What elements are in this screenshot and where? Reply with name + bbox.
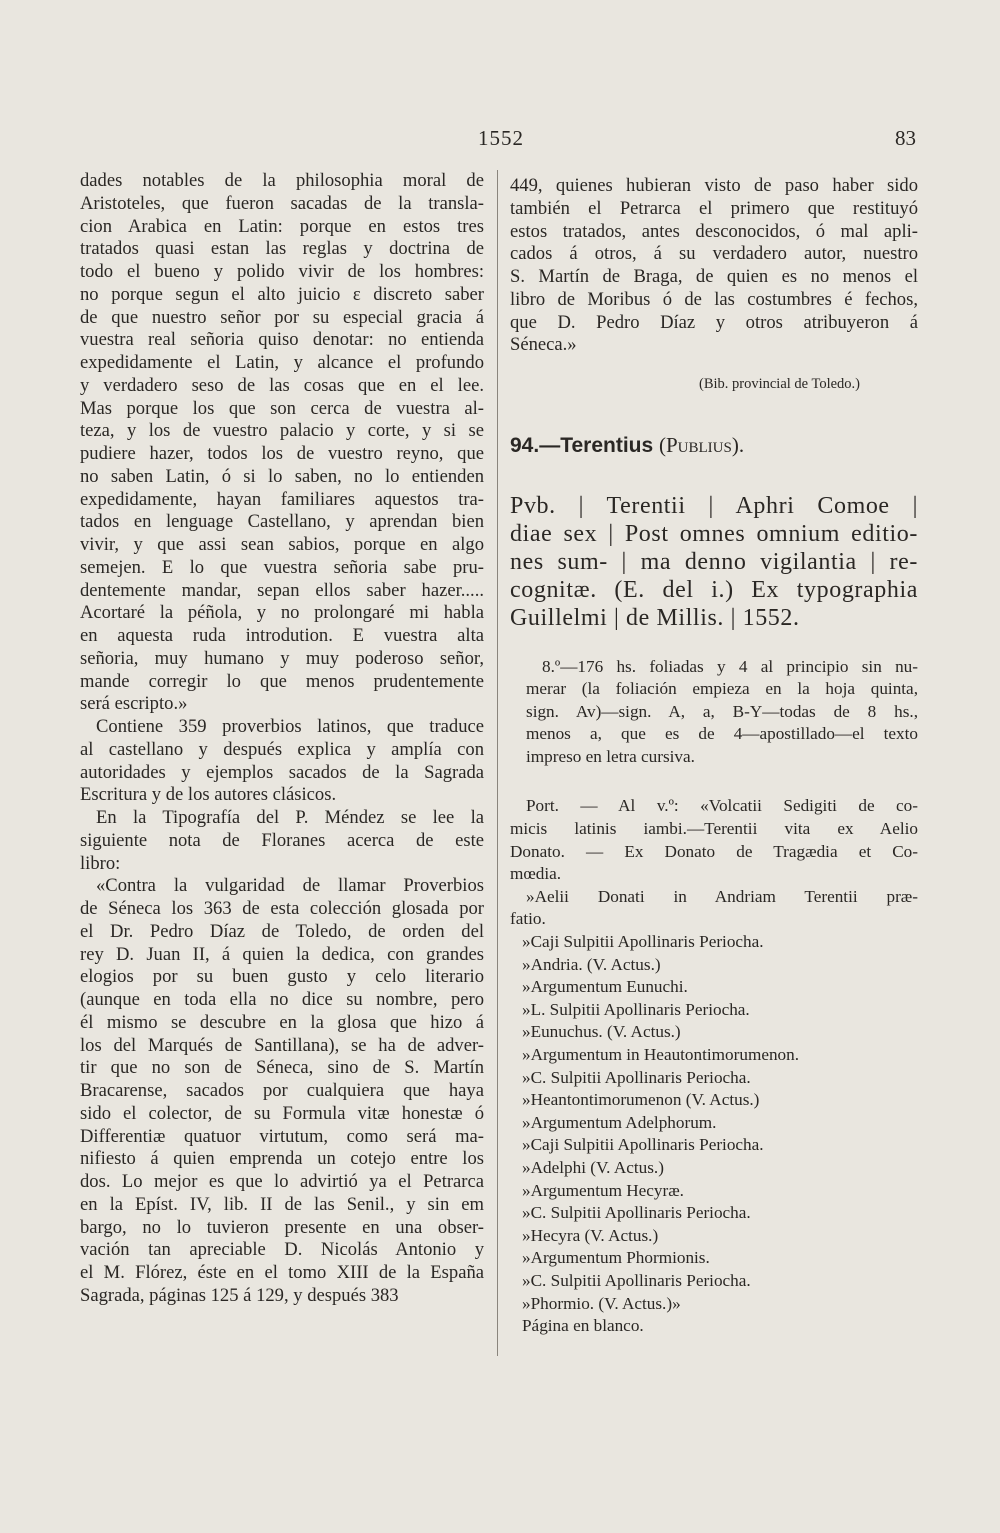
contents-intro [510,795,918,885]
contents-aelii [510,886,918,931]
text-line: «Contra la vulgaridad de llamar Proverbios [96,875,484,897]
left-quote-floranes [80,875,484,1307]
entry-name: (Publius). [659,432,745,457]
title-line: Guillelmi | de Millis. | 1552. [510,604,800,631]
text-line: el M. Flórez, éste en el tomo XIII de la España [80,1262,484,1283]
text-line: no porque segun el alto juicio ɛ discreto saber [80,283,484,305]
contents-item: »Argumentum in Heautontimorumenon. [522,1045,800,1064]
contents-item: »Adelphi (V. Actus.) [522,1157,664,1177]
text-line: autoridades y ejemplos sacados de la Sagrada [80,761,484,783]
contents-line: Donato. — Ex Donato de Tragædia et Co- [510,841,918,861]
right-quote-continuation [510,175,918,357]
text-line: que D. Pedro Díaz y otros atribuyeron á [510,311,918,333]
running-header-year: 1552 [478,126,524,150]
text-line: en la Epíst. IV, lib. II de las Senil., y sin em [80,1193,484,1215]
left-paragraph-3 [80,807,484,875]
text-line: nifiesto á quien emprenda un cotejo entre los [80,1148,484,1170]
description-line: merar (la foliación empieza en la hoja quinta, [526,679,918,699]
text-line: en aquesta ruda introdution. E vuestra alta [80,625,484,646]
contents-items [510,931,918,1338]
text-line: libro de Moribus ó de las costumbres é fechos, [510,288,918,310]
contents-item: »Argumentum Hecyræ. [522,1180,684,1200]
text-line: Contiene 359 proverbios latinos, que traduce [96,716,484,737]
contents-line: fatio. [510,909,546,929]
text-line: (aunque en toda ella no dice su nombre, pero [80,989,484,1010]
contents-item: »C. Sulpitii Apollinaris Periocha. [522,1203,751,1223]
text-line: de Séneca los 363 de esta colección glosada por [80,898,484,919]
contents-item: Página en blanco. [522,1316,644,1336]
text-line: Differentiæ quatuor virtutum, como será ma- [80,1125,484,1147]
text-line: cados á otros, á su verdadero autor, nuestro [510,243,918,265]
contents-line: mœdia. [510,864,562,884]
text-line: Mas porque los que son cerca de vuestra al- [80,397,484,419]
text-line: Aristoteles, que fueron sacadas de la transla- [80,192,484,214]
text-line: los del Marqués de Santillana), se ha de adver- [80,1034,484,1056]
text-line: Escritura y de los autores clásicos. [80,784,337,806]
title-line: nes sum- | ma denno vigilantia | re- [510,548,918,575]
contents-item: »C. Sulpitii Apollinaris Periocha. [522,1067,751,1087]
title-line: Pvb. | Terentii | Aphri Comoe | [510,492,918,519]
text-line: él mismo se descubre en la glosa que hizo á [80,1011,484,1033]
contents-item: »Eunuchus. (V. Actus.) [522,1022,681,1042]
book-title-transcription [510,492,918,632]
text-line: al castellano y después explica y amplía con [80,738,484,760]
text-line: de que nuestro señor por su especial gracia á [80,306,484,328]
text-line: cion Arabica en Latin: porque en estos tres [80,215,484,237]
column-divider [497,170,498,1356]
contents-item: »Phormio. (V. Actus.)» [522,1293,681,1313]
text-line: vivir, y que assi sean sabios, porque en algo [80,534,484,555]
text-line: será escripto.» [80,693,188,715]
contents-item: »Hecyra (V. Actus.) [522,1225,659,1245]
right-column [510,175,918,1338]
text-line: y verdadero seso de las cosas que en el lee. [80,374,484,396]
text-line: tados en lenguage Castellano, y aprendan bien [80,511,484,533]
text-line: expedidamente el Latin, y alcance el profundo [80,352,484,373]
text-line: Acortaré la péñola, y no prolongaré mi habla [80,602,484,624]
contents-line: »Aelii Donati in Andriam Terentii præ- [526,886,918,906]
page-number: 83 [895,126,916,150]
text-line: el Dr. Pedro Díaz de Toledo, de orden del [80,920,484,942]
text-line: semejen. E lo que vuestra señoria sabe pru- [80,556,484,578]
text-line: elogios por su buen gusto y celo literario [80,966,484,988]
text-line: mande corregir lo que menos prudentemente [80,670,484,692]
description-line: sign. Av)—sign. A, a, B-Y—todas de 8 hs., [526,701,918,721]
text-line: también el Petrarca el primero que restituyó [510,197,918,219]
left-paragraph-1 [80,170,484,716]
text-line: 449, quienes hubieran visto de paso haber sido [510,175,918,196]
contents-item: »C. Sulpitii Apollinaris Periocha. [522,1270,751,1290]
text-line: tir que no son de Séneca, sino de S. Martín [80,1057,484,1079]
text-line: dentemente mandar, sepan ellos saber hazer..... [80,579,484,601]
description-line: 8.º—176 hs. foliadas y 4 al principio sin nu- [542,656,918,676]
text-line: En la Tipografía del P. Méndez se lee la [96,807,484,828]
text-line: sido el colector, de su Formula vitæ honestæ ó [80,1102,484,1124]
contents-item: »Argumentum Eunuchi. [522,977,688,997]
description-line: menos a, que es de 4—apostillado—el texto [526,724,918,744]
contents-line: Port. — Al v.º: «Volcatii Sedigiti de co- [526,796,918,816]
text-line: vuestra real señoria quiso denotar: no entienda [80,329,484,351]
contents-item: »L. Sulpitii Apollinaris Periocha. [522,999,750,1019]
text-line: rey D. Juan II, á quien la dedica, con grandes [80,943,484,965]
contents-item: »Argumentum Adelphorum. [522,1112,717,1132]
text-line: Séneca.» [510,334,577,356]
text-line: Bracarense, sacados por cualquiera que haya [80,1080,484,1101]
contents-item: »Caji Sulpitii Apollinaris Periocha. [522,932,764,952]
left-paragraph-2 [80,716,484,807]
title-line: cognitæ. (E. del i.) Ex typographia [510,576,918,603]
contents-line: micis latinis iambi.—Terentii vita ex Aelio [510,819,918,839]
entry-heading [510,434,918,458]
physical-description [510,656,918,769]
text-line: Sagrada, páginas 125 á 129, y después 383 [80,1284,399,1306]
text-line: bargo, no lo tuvieron presente en una obser- [80,1216,484,1238]
contents-list [510,795,918,1337]
left-column [80,170,484,1308]
text-line: señoria, muy humano y muy poderoso señor, [80,647,484,669]
text-line: pudiere hazer, todos los de vuestro reyno, que [80,443,484,464]
description-line: impreso en letra cursiva. [526,746,695,766]
text-line: no saben Latin, ó si lo saben, no lo entienden [80,465,484,487]
entry-number: 94.—Terentius [510,433,654,457]
text-line: todo el bueno y polido vivir de los hombres: [80,261,484,282]
contents-item: »Heantontimorumenon (V. Actus.) [522,1090,760,1110]
text-line: dos. Lo mejor es que lo advirtió ya el Petrarca [80,1171,484,1192]
text-line: S. Martín de Braga, de quien es no menos el [510,266,918,287]
title-line: diae sex | Post omnes omnium editio- [510,520,918,547]
text-line: vación tan apreciable D. Nicolás Antonio y [80,1239,484,1261]
text-line: dades notables de la philosophia moral de [80,170,484,191]
contents-item: »Caji Sulpitii Apollinaris Periocha. [522,1135,764,1155]
text-line: libro: [80,852,121,874]
text-line: tratados quasi estan las reglas y doctrina de [80,238,484,260]
contents-item: »Andria. (V. Actus.) [522,954,661,974]
library-source: (Bib. provincial de Toledo.) [698,376,860,392]
text-line: siguiente nota de Floranes acerca de este [80,829,484,851]
contents-item: »Argumentum Phormionis. [522,1248,710,1268]
text-line: expedidamente, hayan familiares aquestos tra- [80,488,484,510]
text-line: teza, y los de vuestro palacio y corte, y si se [80,420,484,442]
text-line: estos tratados, antes desconocidos, ó mal apli- [510,220,918,242]
